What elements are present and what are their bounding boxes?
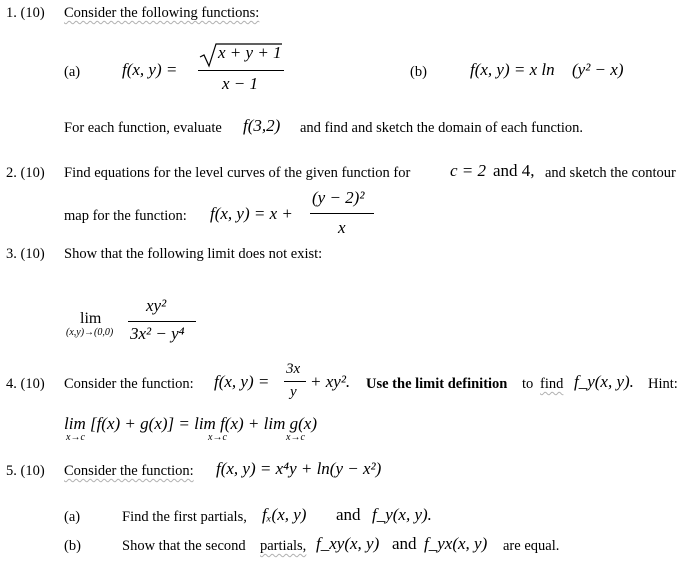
problem-2-denominator: x (338, 218, 346, 237)
problem-4-tail: + xy². (310, 372, 351, 391)
problem-5-intro: Consider the function: (64, 463, 194, 479)
problem-5b-partials: partials, (260, 538, 307, 554)
problem-5-expr: f(x, y) = x⁴y + ln(y − x²) (216, 459, 382, 478)
problem-5a-expr2: f_y(x, y). (372, 505, 432, 524)
problem-4-hint-sub-1: x→c (66, 432, 85, 443)
problem-3-lim-sub: (x,y)→(0,0) (66, 327, 114, 338)
problem-4-to: to (522, 376, 534, 392)
problem-4-hint-sub-2: x→c (208, 432, 227, 443)
problem-5a-and: and (336, 505, 361, 524)
problem-4-find: find (540, 376, 564, 392)
problem-1a-numerator: x + y + 1 (218, 43, 282, 62)
problem-5b-expr2: f_yx(x, y) (424, 534, 488, 553)
fraction-bar (128, 321, 196, 322)
problem-4-bold-text: Use the limit definition (366, 376, 508, 392)
problem-3-label: 3. (10) (6, 246, 45, 262)
problem-4-hint-expr: lim [f(x) + g(x)] = lim f(x) + lim g(x) (64, 414, 317, 433)
problem-1b-expr-rhs: (y² − x) (572, 60, 624, 79)
problem-1-instruction-tail: and find and sketch the domain of each function. (300, 120, 584, 136)
problem-1-instruction: For each function, evaluate (64, 120, 222, 136)
problem-1-intro: Consider the following functions: (64, 5, 260, 21)
fraction-bar (198, 70, 284, 71)
problem-1a-lhs: f(x, y) = (122, 60, 178, 79)
problem-1b-label: (b) (410, 64, 427, 80)
fraction-bar (284, 381, 306, 382)
problem-1-label: 1. (10) (6, 5, 45, 21)
problem-2-lhs: f(x, y) = x + (210, 204, 293, 223)
problem-4-numerator: 3x (286, 361, 301, 377)
problem-5a-expr1: fₓ(x, y) (262, 505, 307, 524)
problem-3-lim: lim (80, 310, 102, 327)
problem-5b-tail: are equal. (503, 538, 560, 554)
problem-1b-expr-lhs: f(x, y) = x ln (470, 60, 555, 79)
problem-2-label: 2. (10) (6, 165, 45, 181)
problem-4-hint-sub-3: x→c (286, 432, 305, 443)
problem-2-and-4: and 4, (493, 161, 535, 180)
problem-5a-label: (a) (64, 509, 81, 525)
problem-1a-label: (a) (64, 64, 81, 80)
problem-5-label: 5. (10) (6, 463, 45, 479)
problem-5b-label: (b) (64, 538, 81, 554)
problem-5b-text: Show that the second (122, 538, 246, 554)
problem-3-denominator: 3x² − y⁴ (130, 324, 185, 343)
problem-5a-text: Find the first partials, (122, 509, 247, 525)
problem-1a-denominator: x − 1 (222, 74, 259, 93)
problem-2-numerator: (y − 2)² (312, 188, 365, 207)
problem-3-numerator: xy² (146, 296, 167, 315)
problem-2-line2: map for the function: (64, 208, 187, 224)
problem-4-fy: f_y(x, y). (574, 372, 634, 391)
problem-4-hint: Hint: (648, 376, 678, 392)
problem-4-label: 4. (10) (6, 376, 45, 392)
fraction-bar (310, 213, 374, 214)
problem-5b-expr1: f_xy(x, y) (316, 534, 380, 553)
problem-4-denominator: y (290, 384, 297, 400)
problem-4-intro: Consider the function: (64, 376, 194, 392)
problem-2-c-expr: c = 2 (450, 161, 487, 180)
problem-2-line1-tail: and sketch the contour (545, 165, 676, 181)
problem-2-line1: Find equations for the level curves of the given function for (64, 165, 411, 181)
problem-4-lhs: f(x, y) = (214, 372, 270, 391)
problem-5b-and: and (392, 534, 417, 553)
problem-1-eval-expr: f(3,2) (243, 116, 281, 135)
problem-3-text: Show that the following limit does not exist: (64, 246, 323, 262)
